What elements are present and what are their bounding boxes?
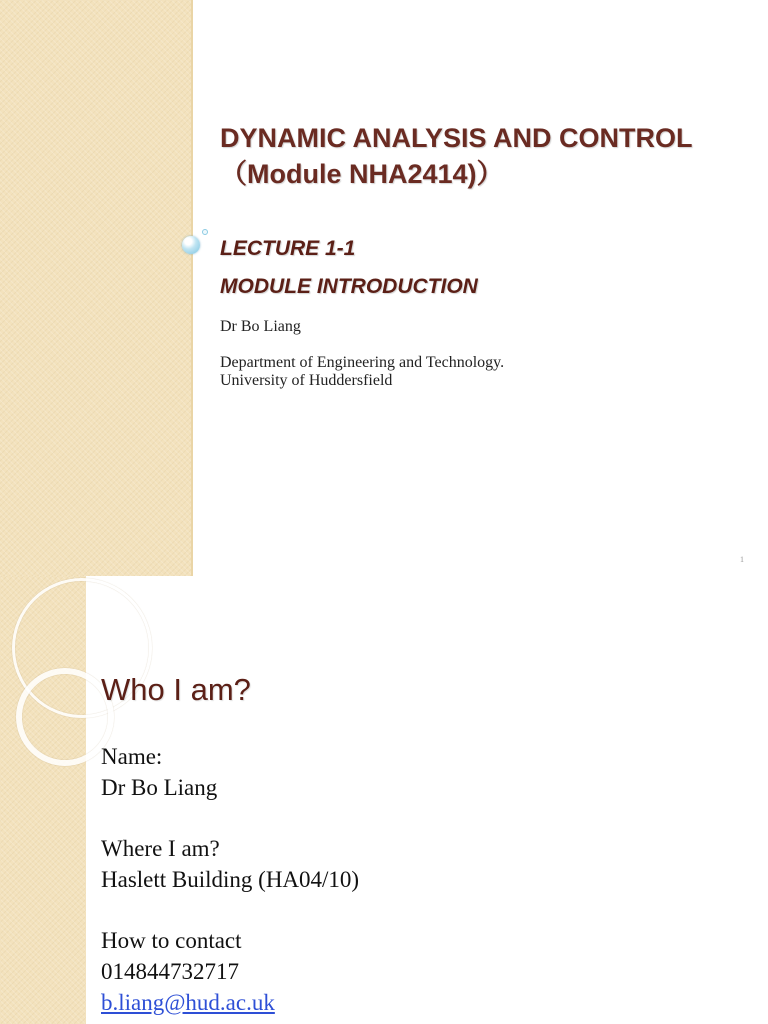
title-line-1: DYNAMIC ANALYSIS AND CONTROL: [220, 123, 693, 153]
page-number: 1: [740, 555, 744, 564]
department-line: Department of Engineering and Technology.: [220, 354, 505, 371]
subtitle-line-2: MODULE INTRODUCTION: [220, 275, 478, 298]
location-value: Haslett Building (HA04/10): [101, 867, 360, 892]
small-bubble-icon: [202, 229, 208, 235]
sidebar-divider: [191, 0, 193, 576]
location-label: Where I am?: [101, 836, 220, 861]
name-label: Name:: [101, 744, 163, 769]
email-link[interactable]: b.liang@hud.ac.uk: [101, 990, 275, 1015]
phone-number: 014844732717: [101, 959, 239, 984]
university-line: University of Huddersfield: [220, 372, 393, 389]
email-line: [101, 987, 741, 1018]
name-value: Dr Bo Liang: [101, 775, 218, 800]
subtitle-line-1: LECTURE 1-1: [220, 237, 356, 260]
title-line-2: （Module NHA2414)）: [220, 159, 504, 189]
decorative-ring-icon: [16, 668, 114, 766]
contact-label: How to contact: [101, 928, 242, 953]
bubble-icon: [182, 236, 200, 254]
department-info: [220, 354, 504, 390]
spacer: [101, 803, 741, 833]
slide-heading: Who I am?: [101, 672, 251, 707]
slide-body: [101, 741, 741, 1018]
slide-title: [220, 120, 760, 192]
slide-2: [0, 576, 768, 1024]
author-name: Dr Bo Liang: [220, 318, 301, 335]
lecture-subtitle: [220, 230, 740, 306]
spacer: [101, 895, 741, 925]
decorative-sidebar: [0, 0, 191, 576]
